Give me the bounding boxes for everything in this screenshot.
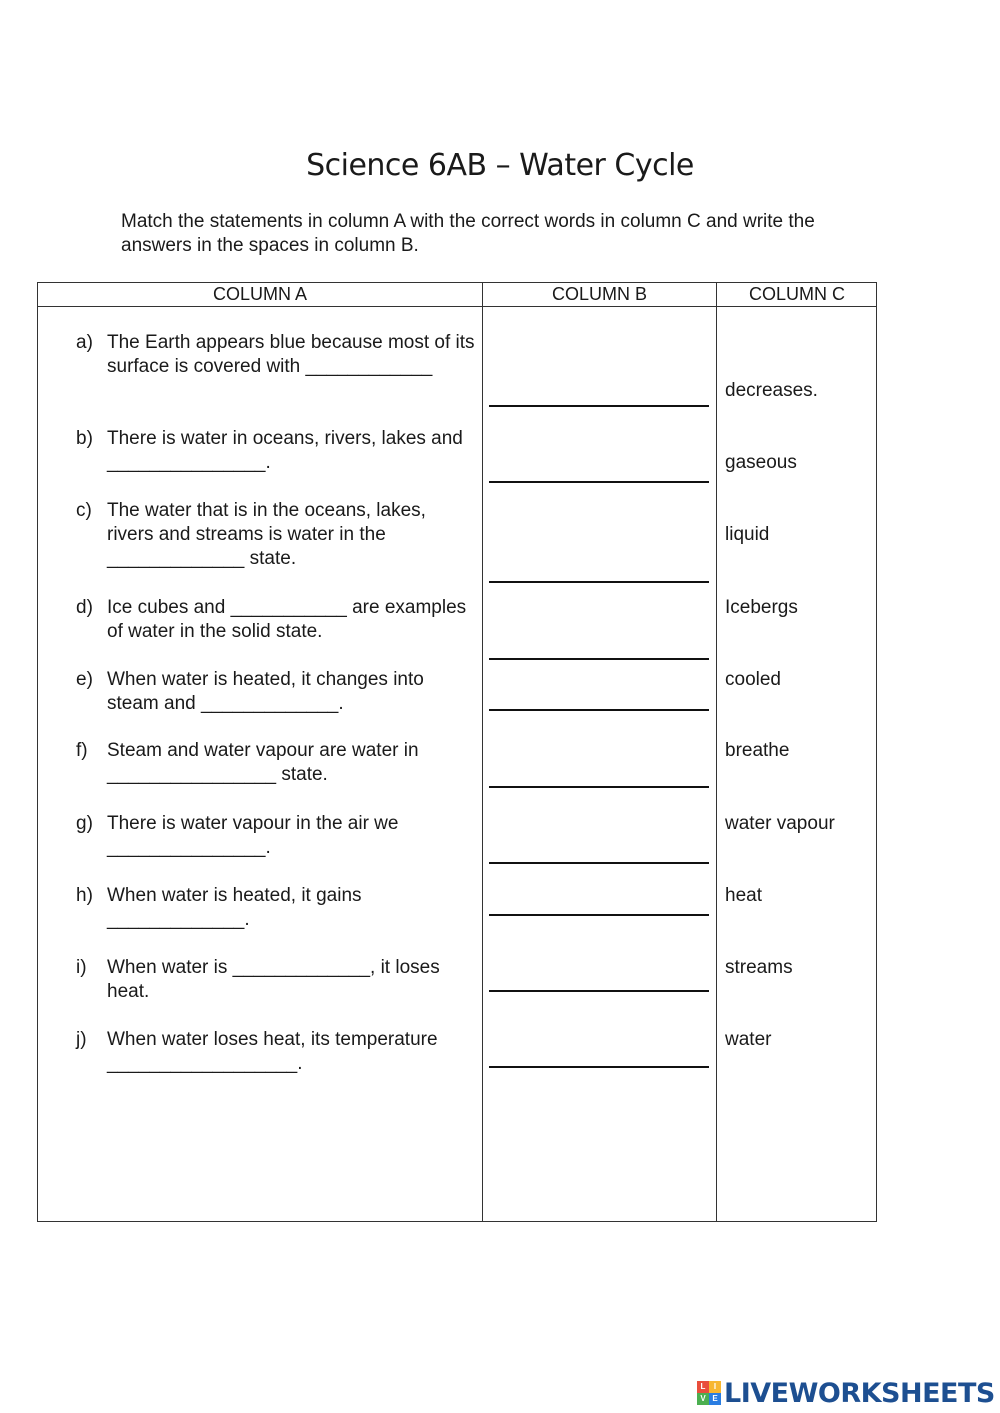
column-c-header: COLUMN C (748, 284, 845, 304)
question-text: Steam and water vapour are water in ________________ state. (107, 740, 419, 785)
answer-line-c[interactable] (489, 581, 709, 583)
question-letter: i) (76, 957, 87, 978)
answer-line-g[interactable] (489, 862, 709, 864)
answer-line-i[interactable] (489, 990, 709, 992)
word-option: decreases. (725, 380, 818, 401)
question-letter: f) (76, 740, 88, 761)
logo-mark-letter: V (697, 1393, 709, 1405)
answer-line-e[interactable] (489, 709, 709, 711)
matching-table (37, 282, 877, 1222)
question-text: There is water vapour in the air we _______________. (107, 813, 399, 858)
answer-line-d[interactable] (489, 658, 709, 660)
question-text: The Earth appears blue because most of its surface is covered with ____________ (107, 332, 475, 377)
question-letter: a) (76, 332, 93, 353)
question-text: Ice cubes and ___________ are examples of water in the solid state. (107, 597, 467, 642)
word-option: breathe (725, 740, 790, 761)
answer-line-f[interactable] (489, 786, 709, 788)
column-b-header: COLUMN B (551, 284, 647, 304)
word-option: water (725, 1029, 772, 1050)
question-text: When water is heated, it gains _____________. (107, 885, 362, 930)
logo-mark-letter: E (709, 1393, 721, 1405)
word-option: Icebergs (725, 597, 798, 618)
logo-mark-icon (697, 1381, 721, 1405)
logo-mark-letter: L (697, 1381, 709, 1393)
column-a-header: COLUMN A (212, 284, 308, 304)
word-option: streams (725, 957, 793, 978)
column-divider (482, 283, 483, 1221)
question-text: The water that is in the oceans, lakes, rivers and streams is water in the _____________ state. (107, 500, 426, 569)
logo-mark-letter: I (709, 1381, 721, 1393)
question-text: When water is heated, it changes into steam and _____________. (107, 669, 424, 714)
question-letter: e) (76, 669, 93, 690)
word-option: heat (725, 885, 762, 906)
answer-line-j[interactable] (489, 1066, 709, 1068)
worksheet-title: Science 6AB – Water Cycle (306, 148, 694, 183)
answer-line-b[interactable] (489, 481, 709, 483)
instructions-text: Match the statements in column A with the correct words in column C and write the answers in the spaces in column B. (121, 211, 815, 256)
answer-line-a[interactable] (489, 405, 709, 407)
header-divider (38, 306, 876, 307)
question-letter: h) (76, 885, 93, 906)
answer-line-h[interactable] (489, 914, 709, 916)
word-option: liquid (725, 524, 770, 545)
question-text: When water loses heat, its temperature __________________. (107, 1029, 438, 1074)
question-letter: g) (76, 813, 93, 834)
question-letter: d) (76, 597, 93, 618)
question-letter: j) (76, 1029, 87, 1050)
question-text: When water is _____________, it loses heat. (107, 957, 440, 1002)
word-option: water vapour (725, 813, 835, 834)
word-option: cooled (725, 669, 781, 690)
logo-text: LIVEWORKSHEETS (724, 1377, 995, 1409)
question-letter: b) (76, 428, 93, 449)
column-divider (716, 283, 717, 1221)
liveworksheets-logo (697, 1378, 995, 1408)
word-option: gaseous (725, 452, 797, 473)
question-text: There is water in oceans, rivers, lakes and _______________. (107, 428, 463, 473)
question-letter: c) (76, 500, 92, 521)
